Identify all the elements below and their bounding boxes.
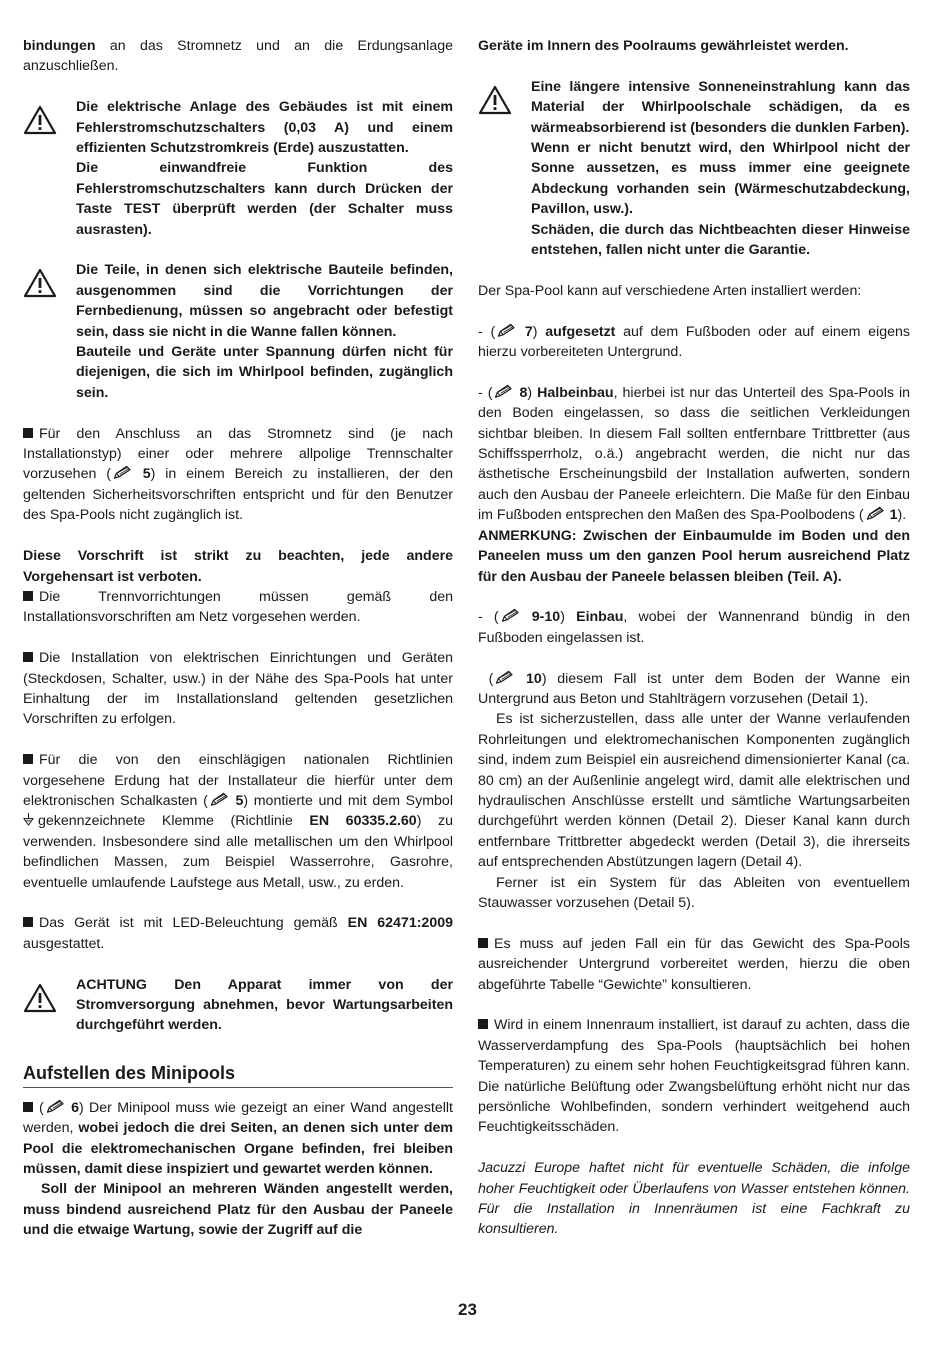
paragraph-devices: [23, 587, 453, 628]
paragraph-disconnect: [23, 424, 453, 526]
paragraph-continuation: Geräte im Innern des Poolraums gewährleistet werden.: [478, 38, 849, 54]
text: Die Trennvorrichtungen müssen gemäß den Installationsvorschriften am Netz vorgesehen werden.: [23, 588, 453, 626]
paragraph-indoor: [478, 1015, 910, 1137]
text: Wird in einem Innenraum installiert, ist darauf zu achten, dass die Wasserverdampfung des Spa-Pools (hauptsächlich bei hohen Temperaturen) zu einem sehr hohen Feuchtigkeitsgrad führen kann. Die natürliche Belüftung oder Zwangsbelüftung erhöht nicht nur das persönliche Wohlbefinden, sondern verhindert weitgehend auch Feuchtigkeitsschäden.: [478, 1017, 910, 1136]
figure-ref-icon: [494, 670, 514, 685]
figure-ref-icon: [45, 1099, 65, 1114]
figure-ref: 7: [524, 323, 533, 340]
text: ) Der Minipool muss wie gezeigt an einer Wand angestellt werden,: [23, 1099, 453, 1137]
paragraph-install-types: Der Spa-Pool kann auf verschiedene Arten installiert werden:: [478, 282, 862, 299]
paragraph-grounding: [23, 750, 453, 893]
warning-icon: [23, 268, 57, 298]
text: - (: [478, 609, 499, 626]
paragraph-channel: Es ist sicherzustellen, dass alle unter der Wanne verlaufenden Rohrleitungen und elektromechanischen Komponenten zugänglich sind, indem zum Beispiel ein ausreichend dimensionierter Kanal (ca. 80 cm) an der Außenlinie angelegt wird, damit alle elektrischen und hydraulischen Anschlüsse erstellt und sämtliche Wartungsarbeiten durchgeführt werden können (Detail 2). Dieser Kanal kann durch entfernbare Trittbretter abgedeckt werden (Detail 3), die ihrerseits auf entsprechenden Abstützungen lagern (Detail 4).: [478, 711, 910, 871]
text: ) in einem Bereich zu installieren, der den geltenden Sicherheitsvorschriften entspricht und für den Benutzer des Spa-Pools nicht zugänglich ist.: [23, 466, 453, 524]
text: Es muss auf jeden Fall ein für das Gewicht des Spa-Pools ausreichender Untergrund vorbereitet werden, hierzu die oben abgeführte Tabelle “Gewichte” konsultieren.: [478, 935, 910, 993]
bold-text: Halbeinbau: [537, 384, 614, 401]
bullet-square-icon: [478, 1019, 488, 1029]
paragraph-disclaimer: Jacuzzi Europe haftet nicht für eventuelle Schäden, die infolge hoher Feuchtigkeit oder Überlaufens von Wasser entstehen können. Für die Installation in Innenräumen ist eine Fachkraft zu konsultieren.: [478, 1160, 910, 1238]
figure-ref-icon: [496, 323, 516, 338]
figure-ref-icon: [493, 384, 513, 399]
figure-ref: 5: [142, 466, 151, 483]
paragraph-recessed: - ( 9-10) Einbau, wobei der Wannenrand bündig in den Fußboden eingelassen ist.: [478, 609, 910, 646]
text: Die Installation von elektrischen Einrichtungen und Geräten (Steckdosen, Schalter, usw.) in der Nähe des Spa-Pools hat unter Einhaltung der im Installationsland geltenden gesetzlichen Vorschriften zu erfolgen.: [23, 650, 453, 728]
paragraph-note: ANMERKUNG: Zwischen der Einbaumulde im Boden und den Paneelen muss um den ganzen Pool herum ausreichend Platz für den Ausbau der Paneele belassen bleiben (Teil. A).: [478, 527, 910, 585]
norm-ref: EN 60335.2.60: [309, 813, 417, 830]
right-column: [478, 36, 910, 1260]
warning-text: Die elektrische Anlage des Gebäudes ist mit einem Fehlerstromschutzschalters (0,03 A) und einem effizienten Schutzstromkreis (Erde) auszustatten.: [76, 99, 453, 157]
warning-text: ACHTUNG Den Apparat immer von der Stromversorgung abnehmen, bevor Wartungsarbeiten durchgeführt werden.: [76, 976, 453, 1034]
text: gekennzeichnete Klemme (Richtlinie: [38, 813, 310, 830]
paragraph-led: [23, 913, 453, 954]
bold-text: wobei jedoch die drei Seiten, an denen sich unter dem Pool die elektromechanischen Organe befinden, frei bleiben müssen, damit diese inspiziert und gewartet werden können.: [23, 1120, 453, 1177]
figure-ref: 1: [889, 507, 898, 524]
bullet-square-icon: [23, 591, 33, 601]
bold-text: aufgesetzt: [545, 323, 616, 340]
paragraph-installation: [23, 648, 453, 730]
text: auf dem Fußboden oder auf einem eigens hierzu vorbereiteten Untergrund.: [478, 323, 910, 361]
bullet-square-icon: [23, 754, 33, 764]
figure-ref: 9-10: [531, 609, 561, 626]
figure-ref-icon: [500, 608, 520, 623]
bold-text: Einbau: [576, 609, 624, 626]
norm-ref: EN 62471:2009: [347, 915, 453, 932]
warning-block-maintenance: [23, 975, 453, 1036]
paragraph-weight: [478, 934, 910, 995]
warning-block-rcd: [23, 97, 453, 240]
paragraph-semi-recessed: - ( 8) Halbeinbau, hierbei ist nur das Unterteil des Spa-Pools in den Boden eingelassen, so dass die seitlichen Verkleidungen sichtbar bleiben. In diesem Fall sollten entfernbare Trittbretter (aus Schiffssperrholz, o.ä.) angebracht werden, die nicht nur das ästhetische Erscheinungsbild der Installation aufwerten, sondern auch den Ausbau der Paneele erleichtern. Die Maße für den Einbau im Fußboden entsprechen den Maßen des Spa-Poolbodens ( 1).: [478, 384, 910, 524]
paragraph-placement: ( 6) Der Minipool muss wie gezeigt an einer Wand angestellt werden, wobei jedoch die drei Seiten, an denen sich unter dem Pool die elektromechanischen Organe befinden, frei bleiben müssen, damit diese inspiziert und gewartet werden können.: [23, 1099, 453, 1177]
warning-text: Eine längere intensive Sonneneinstrahlung kann das Material der Whirlpoolschale schädigen, da es wärmeabsorbierend ist (besonders die dunklen Farben).: [531, 78, 910, 136]
paragraph-substructure: ( 10) diesem Fall ist unter dem Boden der Wanne ein Untergrund aus Beton und Stahlträgern vorzusehen (Detail 1).: [478, 670, 910, 707]
bullet-square-icon: [23, 652, 33, 662]
warning-text: Die einwandfreie Funktion des Fehlerstromschutzschalters kann durch Drücken der Taste TEST überprüft werden (der Schalter muss ausrasten).: [76, 160, 453, 238]
figure-ref-icon: [209, 792, 229, 807]
warning-icon: [23, 105, 57, 135]
figure-ref-icon: [112, 465, 132, 480]
text: ) zu verwenden. Insbesondere sind alle metallischen um den Whirlpool befindlichen Massen, zum Beispiel Wasserrohre, Gasrohre, eventuelle umlaufende Laufstege aus Metall, usw., zu erden.: [23, 813, 453, 891]
section-heading: Aufstellen des Minipools: [23, 1062, 453, 1088]
figure-ref: 5: [235, 792, 244, 809]
figure-ref: 8: [519, 384, 528, 401]
text: ) montierte und mit dem Symbol: [243, 792, 453, 809]
ground-symbol-icon: [23, 813, 34, 826]
bullet-square-icon: [478, 938, 488, 948]
left-column: [23, 36, 453, 1261]
bullet-square-icon: [23, 1102, 33, 1112]
paragraph-strict: Diese Vorschrift ist strikt zu beachten, jede andere Vorgehensart ist verboten.: [23, 548, 453, 585]
text: - (: [478, 323, 496, 340]
paragraph-surface-mounted: - ( 7) aufgesetzt auf dem Fußboden oder auf einem eigens hierzu vorbereiteten Untergrund.: [478, 323, 910, 361]
warning-icon: [478, 85, 512, 115]
warning-text: Bauteile und Geräte unter Spannung dürfen nicht für diejenigen, die sich im Whirlpool befinden, zugänglich sein.: [76, 344, 453, 401]
paragraph-intro: [23, 36, 453, 77]
figure-ref: 6: [71, 1099, 79, 1116]
figure-ref-icon: [865, 506, 885, 521]
text: , wobei der Wannenrand bündig in den Fußboden eingelassen ist.: [478, 609, 910, 646]
warning-block-sun: [478, 77, 910, 261]
warning-text: Wenn er nicht benutzt wird, den Whirlpool nicht der Sonne aussetzen, es muss immer eine geeignete Abdeckung vorhanden sein (Wärmeschutzabdeckung, Pavillon, usw.).: [531, 140, 910, 218]
text: Für die von den einschlägigen nationalen Richtlinien vorgesehene Erdung hat der Installateur die hierfür unter dem elektronischen Schalkasten (: [23, 752, 453, 809]
text: , hierbei ist nur das Unterteil des Spa-Pools in den Boden eingelassen, so dass die seitlichen Verkleidungen sichtbar bleiben. In diesem Fall sollten entfernbare Trittbretter (aus Schiffssperrholz, o.ä.) angebracht werden, die nicht nur das ästhetische Erscheinungsbild der Installation aufwerten, sondern auch den Ausbau der Paneele erleichtern. Die Maße für den Einbau im Fußboden entsprechen den Maßen des Spa-Poolbodens (: [478, 384, 910, 524]
page-number: 23: [458, 1300, 477, 1319]
text: Für den Anschluss an das Stromnetz sind (je nach Installationstyp) einer oder mehrere allpolige Trennschalter vorzusehen (: [23, 425, 453, 483]
paragraph-drainage: Ferner ist ein System für das Ableiten von eventuellem Stauwasser vorzusehen (Detail 5).: [478, 874, 910, 911]
text: Das Gerät ist mit LED-Beleuchtung gemäß: [39, 915, 348, 932]
text: ).: [897, 507, 907, 524]
figure-ref: 10: [526, 670, 542, 687]
text: ausgestattet.: [23, 935, 105, 952]
warning-text: Die Teile, in denen sich elektrische Bauteile befinden, ausgenommen sind die Vorrichtungen der Fernbedienung, müssen so angebracht oder befestigt sein, dass sie nicht in die Wanne fallen können.: [76, 262, 453, 340]
warning-text: Schäden, die durch das Nichtbeachten dieser Hinweise entstehen, fallen nicht unter die Garantie.: [531, 221, 910, 259]
warning-icon: [23, 983, 57, 1013]
paragraph-multiple-walls: Soll der Minipool an mehreren Wänden angestellt werden, muss bindend ausreichend Platz für den Ausbau der Paneele und die etwaige Wartung, sowie der Zugriff auf die: [23, 1181, 453, 1239]
text: - (: [478, 384, 493, 401]
bullet-square-icon: [23, 428, 33, 438]
bold-text: bindungen: [23, 38, 96, 54]
text: an das Stromnetz und an die Erdungsanlage anzuschließen.: [23, 38, 453, 75]
warning-block-parts: [23, 260, 453, 403]
bullet-square-icon: [23, 917, 33, 927]
text: diesem Fall ist unter dem Boden der Wanne ein Untergrund aus Beton und Stahlträgern vorzusehen (Detail 1).: [478, 670, 910, 707]
